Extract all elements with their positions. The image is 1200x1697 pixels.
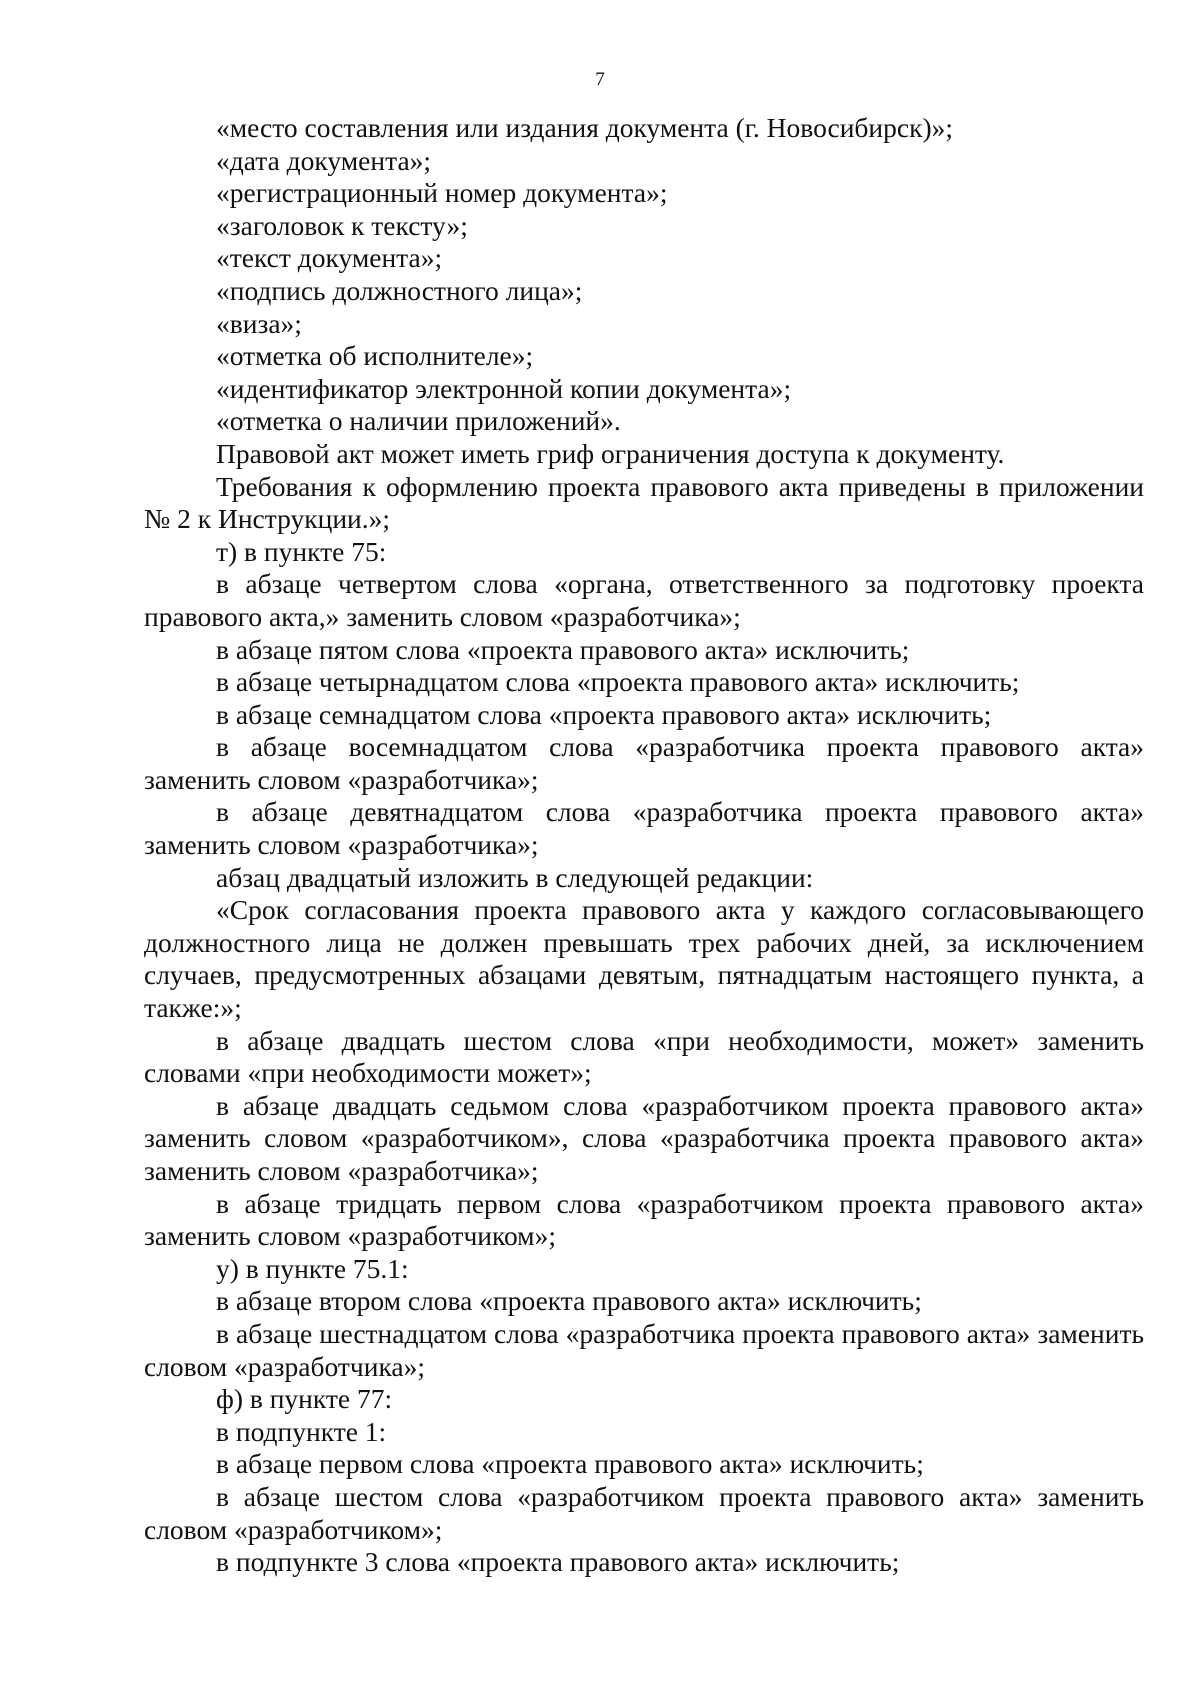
paragraph: «идентификатор электронной копии документа»;	[216, 372, 792, 404]
paragraph: в абзаце девятнадцатом слова «разработчика проекта правового акта» заменить словом «разработчика»;	[144, 796, 1144, 861]
paragraph: «отметка об исполнителе»;	[216, 340, 534, 372]
paragraph: «регистрационный номер документа»;	[216, 177, 668, 209]
paragraph: абзац двадцатый изложить в следующей редакции:	[216, 861, 814, 893]
paragraph: «дата документа»;	[216, 144, 432, 176]
paragraph: «Срок согласования проекта правового акта у каждого согласовывающего должностного лица не должен превышать трех рабочих дней, за исключением случаев, предусмотренных абзацами девятым, пятнадцатым настоящего пункта, а также:»;	[144, 894, 1144, 1024]
paragraph: в абзаце восемнадцатом слова «разработчика проекта правового акта» заменить словом «разработчика»;	[144, 731, 1144, 795]
paragraph: в подпункте 3 слова «проекта правового акта» исключить;	[216, 1546, 900, 1578]
paragraph: ф) в пункте 77:	[216, 1383, 393, 1415]
paragraph: в абзаце шестнадцатом слова «разработчика проекта правового акта» заменить словом «разработчика»;	[144, 1317, 1144, 1382]
paragraph: «текст документа»;	[216, 242, 443, 274]
paragraph: в абзаце первом слова «проекта правового акта» исключить;	[216, 1448, 924, 1480]
paragraph: в абзаце пятом слова «проекта правового акта» исключить;	[216, 633, 910, 665]
paragraph: «отметка о наличии приложений».	[216, 405, 621, 437]
paragraph: в абзаце тридцать первом слова «разработчиком проекта правового акта» заменить словом «разработчиком»;	[144, 1187, 1144, 1252]
paragraph: в абзаце шестом слова «разработчиком проекта правового акта» заменить словом «разработчиком»;	[144, 1480, 1144, 1545]
paragraph: в абзаце семнадцатом слова «проекта правового акта» исключить;	[216, 698, 992, 730]
paragraph: «виза»;	[216, 307, 302, 339]
paragraph: в абзаце двадцать седьмом слова «разработчиком проекта правового акта» заменить словом «разработчиком», слова «разработчика проекта правового акта» заменить словом «разработчика»;	[144, 1089, 1144, 1186]
paragraph: в абзаце втором слова «проекта правового акта» исключить;	[216, 1285, 922, 1317]
paragraph: в абзаце четырнадцатом слова «проекта правового акта» исключить;	[216, 666, 1020, 698]
paragraph: в абзаце четвертом слова «органа, ответственного за подготовку проекта правового акта,» заменить словом «разработчика»;	[144, 568, 1144, 632]
document-body	[144, 112, 1144, 1579]
paragraph: у) в пункте 75.1:	[216, 1252, 409, 1284]
paragraph: в абзаце двадцать шестом слова «при необходимости, может» заменить словами «при необходимости может»;	[144, 1024, 1144, 1089]
paragraph: «подпись должностного лица»;	[216, 274, 583, 306]
paragraph: «место составления или издания документа (г. Новосибирск)»;	[216, 112, 953, 143]
paragraph: «заголовок к тексту»;	[216, 209, 468, 241]
paragraph: Правовой акт может иметь гриф ограничения доступа к документу.	[216, 437, 1005, 469]
paragraph: в подпункте 1:	[216, 1415, 387, 1447]
paragraph: т) в пункте 75:	[216, 535, 387, 567]
paragraph: Требования к оформлению проекта правового акта приведены в приложении № 2 к Инструкции.»;	[144, 470, 1144, 535]
page-number: 7	[595, 69, 605, 90]
